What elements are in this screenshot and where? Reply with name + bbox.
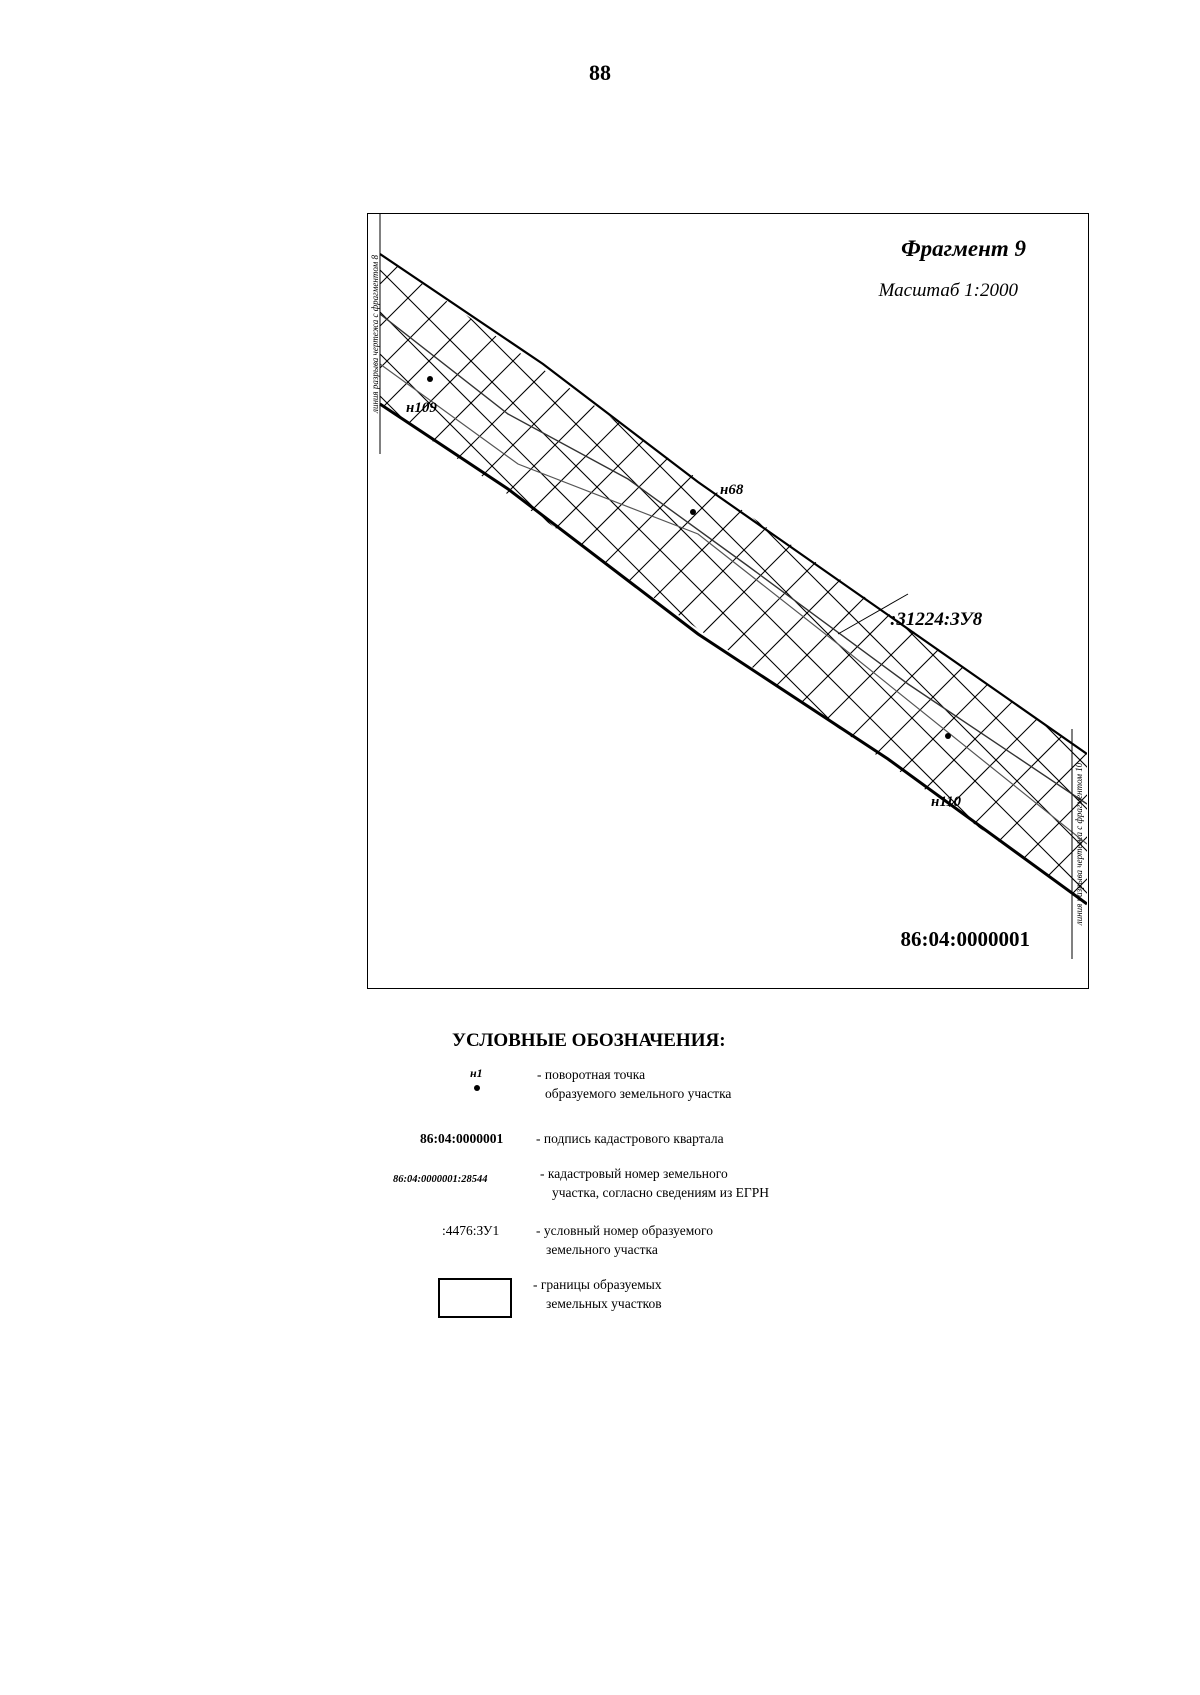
point-label-n110: н110	[931, 794, 961, 810]
legend-title: УСЛОВНЫЕ ОБОЗНАЧЕНИЯ:	[452, 1030, 726, 1051]
parcel-hatching	[368, 214, 1087, 987]
legend-point-text2: образуемого земельного участка	[545, 1086, 732, 1101]
legend-cadnum-text1: - кадастровый номер земельного	[540, 1166, 728, 1181]
legend-cadnum-symbol: 86:04:0000001:28544	[393, 1174, 488, 1185]
point-n68-marker	[690, 509, 696, 515]
left-edge-note: линия разрыва чертежа с фрагментом 8	[370, 255, 380, 413]
legend-boundary-text1: - границы образуемых	[533, 1277, 662, 1292]
parcel-upper-boundary	[380, 254, 1087, 754]
legend-point-text1: - поворотная точка	[537, 1067, 646, 1082]
right-edge-note: линия разрыва чертежа с фрагментом 10	[1074, 762, 1084, 926]
legend-quarter-symbol: 86:04:0000001	[420, 1131, 504, 1146]
legend-condnum-text1: - условный номер образуемого	[536, 1223, 713, 1238]
legend-point-dot-icon	[474, 1085, 480, 1091]
parcel-number-label: :31224:ЗУ8	[890, 609, 983, 630]
fragment-scale: Масштаб 1:2000	[878, 280, 1018, 301]
point-label-n109: н109	[406, 400, 437, 416]
legend-quarter-text: - подпись кадастрового квартала	[536, 1131, 724, 1146]
legend-cadnum-text2: участка, согласно сведениям из ЕГРН	[552, 1185, 769, 1200]
fragment-title: Фрагмент 9	[901, 236, 1026, 261]
point-n110-marker	[945, 733, 951, 739]
point-n109-marker	[427, 376, 433, 382]
inner-line-2	[380, 364, 1087, 844]
legend-condnum-symbol: :4476:ЗУ1	[442, 1223, 500, 1238]
legend-boundary-text2: земельных участков	[546, 1296, 662, 1311]
legend-point-symbol: н1	[470, 1066, 483, 1080]
page-number: 88	[589, 60, 611, 85]
map-fragment	[367, 213, 1089, 989]
point-label-n68: н68	[720, 482, 744, 498]
legend-boundary-box-icon	[438, 1278, 512, 1318]
cadastral-quarter-label: 86:04:0000001	[900, 927, 1030, 951]
map-drawing	[368, 214, 1087, 987]
legend-condnum-text2: земельного участка	[546, 1242, 658, 1257]
